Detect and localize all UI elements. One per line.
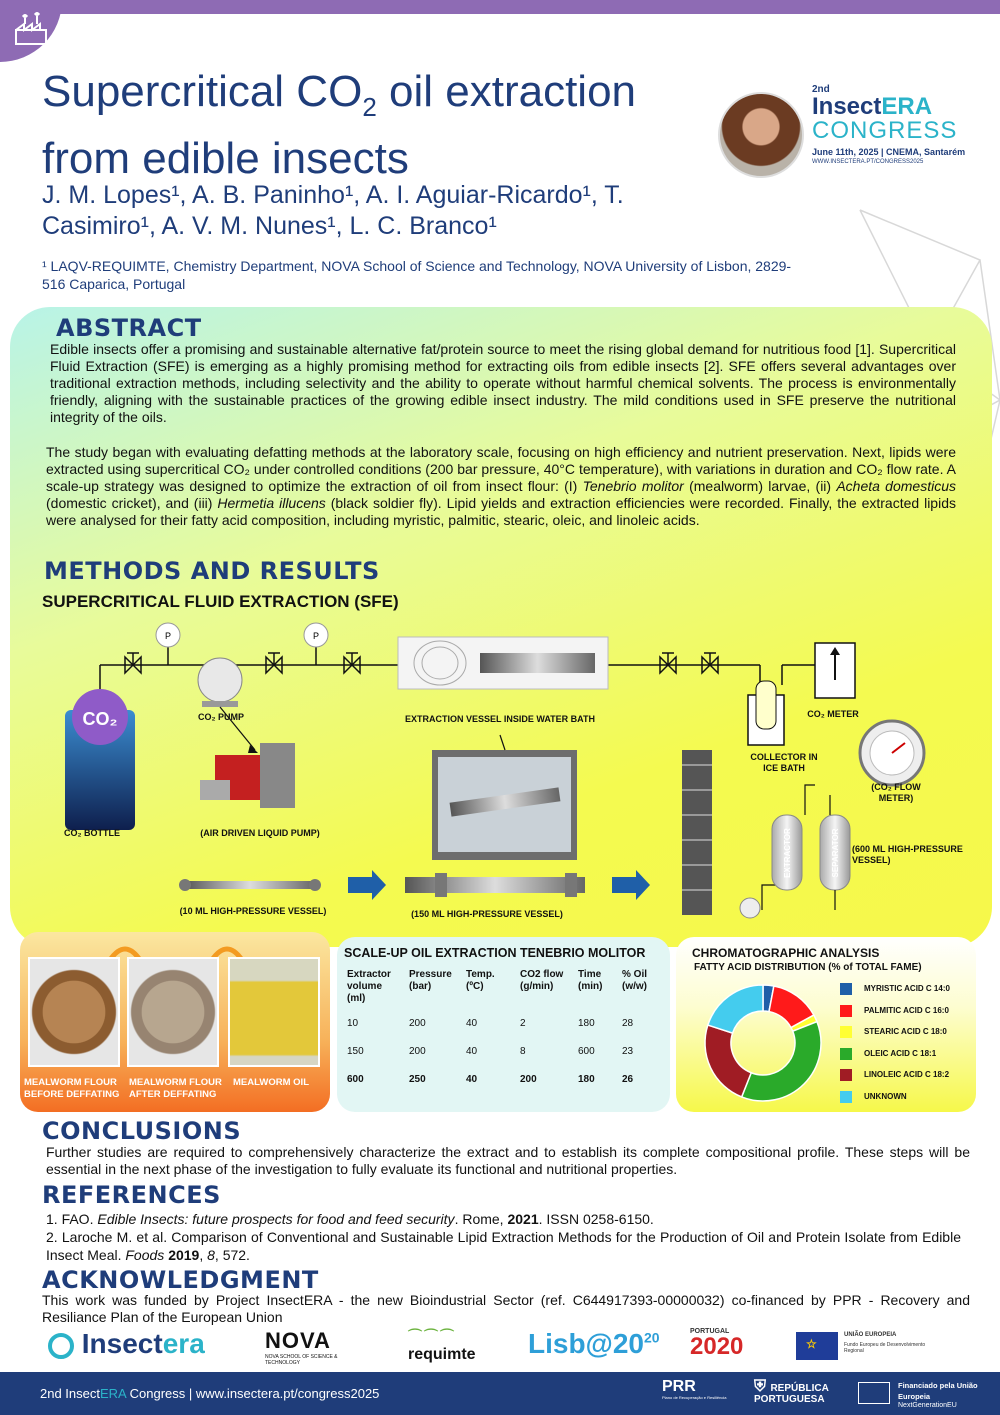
table-header-cell: Extractor volume (ml) — [347, 969, 391, 1004]
table-header-cell: Time (min) — [578, 969, 603, 992]
legend-swatch — [840, 983, 852, 995]
extractor-label: EXTRACTOR — [783, 828, 792, 878]
legend-swatch — [840, 1069, 852, 1081]
top-bar — [0, 0, 1000, 14]
sample-caption-after: MEALWORM FLOUR AFTER DEFFATING — [129, 1077, 222, 1100]
co2-bottle-text: CO₂ — [82, 709, 118, 729]
eu-flag-icon: ☆ — [796, 1332, 838, 1360]
mealworm-oil-image — [228, 957, 320, 1067]
flour-after-image — [127, 957, 219, 1067]
gauge-p-label-1: P — [164, 631, 172, 641]
flow-meter-label: (CO₂ FLOW METER) — [871, 782, 921, 803]
table-header-cell: CO2 flow (g/min) — [520, 969, 564, 992]
sample-caption-before: MEALWORM FLOUR BEFORE DEFFATING — [24, 1077, 120, 1100]
table-cell: 23 — [622, 1045, 634, 1057]
pie-slice — [705, 1025, 751, 1097]
co2-pump-label: CO₂ PUMP — [197, 712, 244, 722]
prr-logo: PRR Plano de Recuperação e Resiliência — [662, 1378, 727, 1400]
co2-bottle-icon — [65, 689, 135, 830]
table-cell: 600 — [578, 1045, 595, 1057]
vessel-600-label: (600 ML HIGH-PRESSURE VESSEL) — [852, 844, 963, 865]
authors: J. M. Lopes¹, A. B. Paninho¹, A. I. Aguiar-Ricardo¹, T. Casimiro¹, A. V. M. Nunes¹, L. C. Branco¹ — [42, 181, 624, 240]
laqv-mark-icon: ⌒⌒⌒ — [408, 1328, 456, 1344]
table-cell: 180 — [578, 1073, 595, 1085]
table-cell: 8 — [520, 1045, 526, 1057]
footer-text: 2nd InsectERA Congress | www.insectera.pt/congress2025 — [40, 1386, 380, 1401]
table-header-row — [343, 965, 660, 1009]
table-cell: 250 — [409, 1073, 426, 1085]
author-photo — [718, 92, 804, 178]
table-header-cell: % Oil (w/w) — [622, 969, 648, 992]
table-cell: 26 — [622, 1073, 634, 1085]
pie-slice — [708, 985, 763, 1033]
scaleup-table — [343, 965, 660, 1093]
legend-label: OLEIC ACID C 18:1 — [864, 1048, 937, 1058]
legend-swatch — [840, 1091, 852, 1103]
table-row — [343, 1009, 660, 1037]
sfe-process-diagram — [20, 615, 980, 935]
chart-subtitle: FATTY ACID DISTRIBUTION (% of TOTAL FAME) — [694, 962, 922, 973]
partner-logos: Insectera NOVA NOVA SCHOOL OF SCIENCE & TECHNOLOGY ⌒⌒⌒ requimte $Lisb@20^{20}$ PORTUGAL 2020 ☆ UNIÃO EUROPEIA Fundo Europeu de Desenvolvimento Regional — [40, 1328, 970, 1368]
acknowledgment-heading: ACKNOWLEDGMENT — [42, 1266, 319, 1294]
eu-flag-icon — [858, 1382, 890, 1404]
table-cell: 40 — [466, 1017, 478, 1029]
table-cell: 180 — [578, 1017, 595, 1029]
legend-swatch — [840, 1005, 852, 1017]
flour-before-image — [28, 957, 120, 1067]
co2-bottle-label: CO₂ BOTTLE — [64, 828, 120, 838]
lisboa2020-logo: $Lisb@20^{20}$ — [528, 1328, 660, 1359]
collector-label: COLLECTOR IN ICE BATH — [750, 752, 818, 773]
reference-1: 1. FAO. Edible Insects: future prospects for food and feed security. Rome, 2021. ISSN 0258-6150. — [46, 1211, 654, 1227]
sample-caption-oil: MEALWORM OIL — [233, 1077, 309, 1088]
table-cell: 200 — [409, 1045, 426, 1057]
reference-2: 2. Laroche M. et al. Comparison of Conventional and Sustainable Lipid Extraction Methods for the Production of Oil and Protein Isolate from Edible Insect Meal. Foods 2019, 8, 572. — [46, 1229, 961, 1263]
legend-swatch — [840, 1048, 852, 1060]
table-row — [343, 1037, 660, 1065]
chart-title: CHROMATOGRAPHIC ANALYSIS — [692, 946, 880, 960]
abstract-paragraph-1: Edible insects offer a promising and sustainable alternative fat/protein source to meet the rising global demand for nutritious food [1]. Supercritical Fluid Extraction (SFE) is emerging as a highly promising method for extracting oils from edible insects [2]. SFE offers several advantages over traditional extraction methods, including selectivity and the ability to operate without harmful chemical solvents. The process is environmentally friendly, aligning with the sustainable practices of the growing edible insect industry. The mild conditions used in SFE preserve the nutritional integrity of the oils. — [50, 341, 956, 425]
conclusions-heading: CONCLUSIONS — [42, 1117, 242, 1145]
pie-slice — [742, 1022, 821, 1101]
table-cell: 150 — [347, 1045, 364, 1057]
vessel-10-label: (10 ML HIGH-PRESSURE VESSEL) — [179, 906, 327, 916]
table-cell: 2 — [520, 1017, 526, 1029]
table-cell: 200 — [409, 1017, 426, 1029]
affiliation: ¹ LAQV-REQUIMTE, Chemistry Department, NOVA School of Science and Technology, NOVA University of Lisbon, 2829-516 Caparica, Portugal — [42, 258, 792, 292]
table-cell: 600 — [347, 1073, 364, 1085]
conclusions-text: Further studies are required to comprehensively characterize the extract and to establish its complete compositional profile. These steps will be essential in the next phase of the investigation to fully evaluate its functional and nutritional properties. — [46, 1144, 970, 1177]
vessel-bath-label: EXTRACTION VESSEL INSIDE WATER BATH — [405, 714, 596, 724]
insectera-logo: Insectera — [48, 1328, 205, 1360]
table-header-cell: Temp. (ºC) — [466, 969, 495, 992]
table-cell: 28 — [622, 1017, 634, 1029]
poster-title: Supercritical $CO_2$ oil extraction from edible insects — [42, 67, 637, 183]
sfe-subheading: SUPERCRITICAL FLUID EXTRACTION (SFE) — [42, 592, 399, 611]
requimte-logo: ⌒⌒⌒ requimte — [408, 1328, 476, 1363]
gauge-p-label-2: P — [312, 631, 320, 641]
table-cell: 10 — [347, 1017, 359, 1029]
legend-swatch — [840, 1026, 852, 1038]
legend-label: STEARIC ACID C 18:0 — [864, 1027, 947, 1036]
table-cell: 40 — [466, 1073, 478, 1085]
insectera-mark-icon — [48, 1333, 74, 1359]
table-cell: 200 — [520, 1073, 537, 1085]
coat-of-arms-icon: ⛨ — [754, 1378, 771, 1395]
fatty-acid-donut-chart — [698, 978, 828, 1108]
separator-label: SEPARATOR — [831, 828, 840, 878]
portugal2020-logo: PORTUGAL 2020 — [690, 1328, 744, 1360]
legend-label: PALMITIC ACID C 16:0 — [864, 1005, 949, 1015]
congress-logo: 2nd InsectERA CONGRESS June 11th, 2025 | CNEMA, Santarém WWW.INSECTERA.PT/CONGRESS2025 — [812, 84, 966, 165]
co2-meter-label: CO₂ METER — [807, 709, 859, 719]
abstract-paragraph-2: The study began with evaluating defatting methods at the laboratory scale, focusing on high efficiency and nutrient preservation. Next, lipids were extracted using supercritical CO₂ under controlled conditions (200 bar pressure, 40°C temperature), with variations in duration and CO₂ flow rate. A scale-up strategy was designed to optimize the extraction of oil from insect flour: (I) Tenebrio molitor (mealworm) larvae, (ii) Acheta domesticus (domestic cricket), and (iii) Hermetia illucens (black soldier fly). Lipid yields and extraction efficiencies were recorded. Finally, the extracted lipids were analysed for their fatty acid composition, including myristic, palmitic, stearic, oleic, and linoleic acids. — [46, 444, 956, 528]
methods-heading: METHODS AND RESULTS — [44, 557, 380, 585]
legend-label: UNKNOWN — [864, 1091, 907, 1101]
scaleup-title: SCALE-UP OIL EXTRACTION TENEBRIO MOLITOR — [344, 946, 646, 960]
factory-plant-icon — [12, 10, 50, 48]
nova-logo: NOVA NOVA SCHOOL OF SCIENCE & TECHNOLOGY — [265, 1328, 338, 1366]
vessel-150-label: (150 ML HIGH-PRESSURE VESSEL) — [411, 909, 563, 919]
legend-label: MYRISTIC ACID C 14:0 — [864, 984, 950, 993]
republica-portuguesa-logo: ⛨ REPÚBLICA PORTUGUESA — [754, 1378, 829, 1405]
table-cell: 40 — [466, 1045, 478, 1057]
references-heading: REFERENCES — [42, 1181, 221, 1209]
air-pump-label: (AIR DRIVEN LIQUID PUMP) — [200, 828, 320, 838]
corner-badge — [0, 0, 62, 62]
acknowledgment-text: This work was funded by Project InsectERA - the new Bioindustrial Sector (ref. C644917393-00000032) co-financed by PPR - Recovery and Resiliance Plan of the European Union — [42, 1292, 970, 1325]
table-header-cell: Pressure (bar) — [409, 969, 452, 992]
abstract-heading: ABSTRACT — [56, 314, 202, 342]
legend-label: LINOLEIC ACID C 18:2 — [864, 1070, 950, 1079]
table-row — [343, 1065, 660, 1093]
